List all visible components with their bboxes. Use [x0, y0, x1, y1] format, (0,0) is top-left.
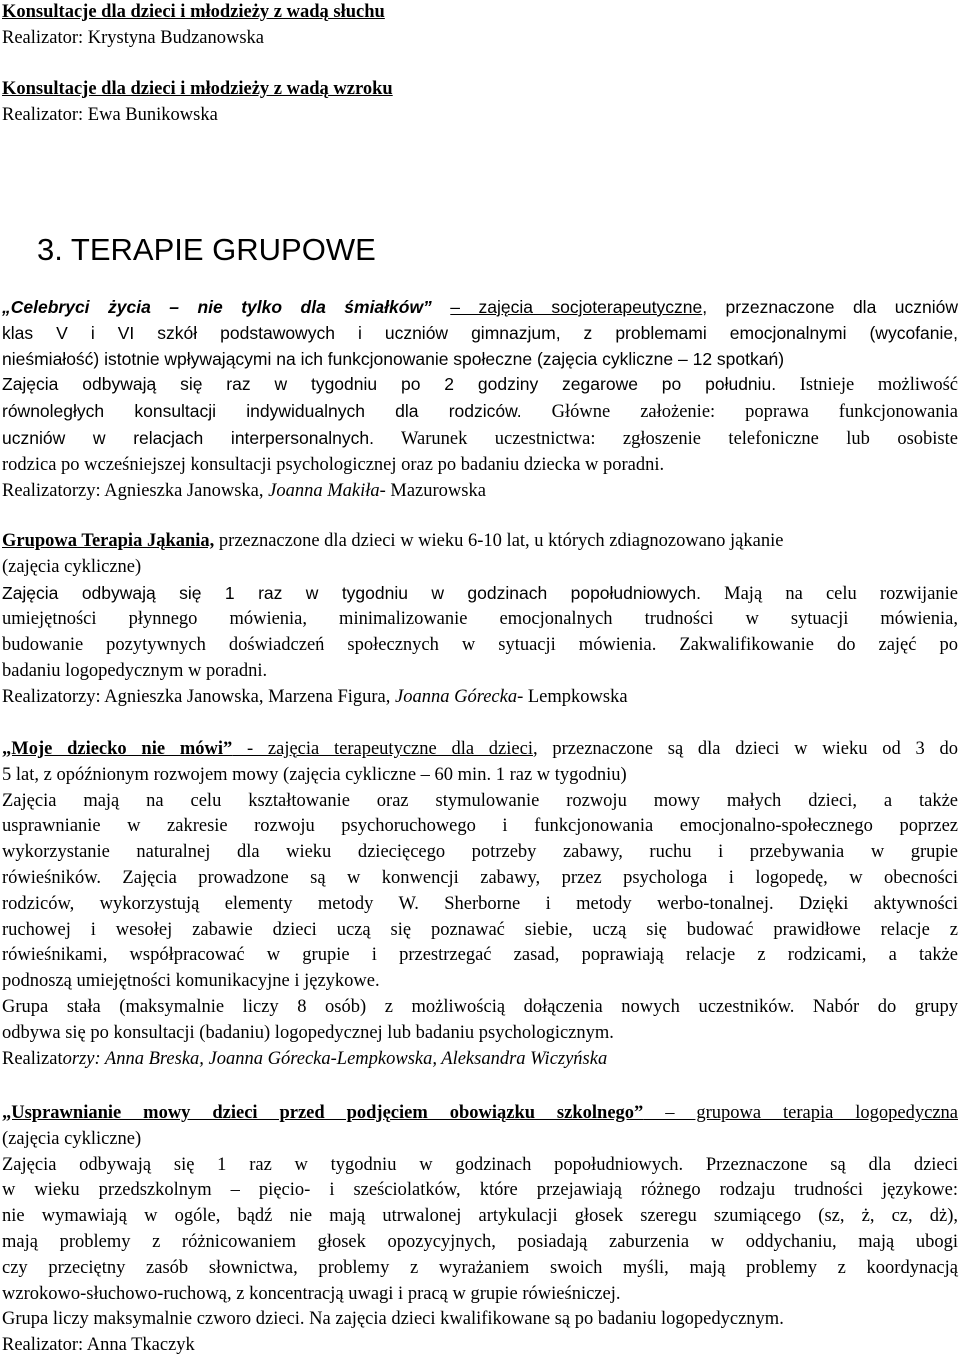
- realizatorzy-names: Realizat: [2, 1048, 63, 1069]
- jakanie-line: budowanie pozytywnych doświadczeń społecznych w sytuacji mówienia. Zakwalifikowanie do zajęć po: [2, 635, 958, 656]
- program-celebryci: [2, 295, 958, 504]
- celebryci-line: nieśmiałość) istotnie wpływającymi na ich funkcjonowanie społeczne (zajęcia cykliczne – 12 spotkań): [2, 348, 785, 369]
- celebryci-subtitle: – zajęcia socjoterapeutyczne: [450, 297, 703, 317]
- dziecko-line: rodziców, wykorzystują elementy metody W. Sherborne i metody werbo-tonalnej. Dzięki aktywności: [2, 893, 958, 914]
- jakanie-line: umiejętności płynnego mówienia, minimalizowanie emocjonalnych trudności w sytuacji mówienia,: [2, 609, 958, 630]
- realizatorzy-names: - Mazurowska: [379, 480, 486, 501]
- mowa-line: nie wymawiają w ogóle, bądź nie mają utrwalonej artykulacji głosek szeregu szumiącego (sz, ż, cz, dż),: [2, 1206, 958, 1227]
- dziecko-line: Grupa stała (maksymalnie liczy 8 osób) z możliwością dołączenia nowych uczestników. Nabór do grupy: [2, 996, 958, 1017]
- consultation-hearing-realizator: Realizator: Krystyna Budzanowska: [2, 27, 265, 48]
- dziecko-line: wykorzystanie naturalnej dla wieku dziecięcego potrzeby zabawy, ruchu i przebywania w grupie: [2, 842, 958, 863]
- dziecko-line: ruchowej i wesołej zabawie dzieci uczą się poznawać siebie, uczą się budować prawidłowe relacje z: [2, 919, 958, 940]
- realizatorzy-names: - Lempkowska: [517, 686, 628, 707]
- mowa-line: Zajęcia odbywają się 1 raz w tygodniu w godzinach popołudniowych. Przeznaczone są dla dzieci: [2, 1154, 958, 1175]
- dziecko-line: usprawnianie w zakresie rozwoju psychoruchowego i funkcjonowania emocjonalno-społecznego poprzez: [2, 816, 958, 837]
- realizatorzy-names: orzy: Anna Breska, Joanna Górecka-Lempkowska, Aleksandra Wiczyńska: [62, 1048, 608, 1069]
- jakanie-line: (zajęcia cykliczne): [2, 556, 142, 577]
- section-heading: 3. TERAPIE GRUPOWE: [37, 232, 376, 267]
- consultation-vision-realizator: Realizator: Ewa Bunikowska: [2, 104, 218, 125]
- program-jakanie: [2, 529, 958, 711]
- consultation-vision: [2, 77, 958, 129]
- celebryci-title: „Celebryci życia – nie tylko dla śmiałków”: [2, 297, 432, 317]
- realizatorzy-names: Realizatorzy: Agnieszka Janowska, Marzena Figura,: [2, 686, 391, 707]
- jakanie-line: badaniu logopedycznym w poradni.: [2, 660, 268, 681]
- celebryci-realizatorzy: [2, 479, 958, 505]
- mowa-line: mają problemy z różnicowaniem głosek opozycyjnych, posiadają zaburzenia w oddychaniu, mają ubogi: [2, 1231, 958, 1252]
- dziecko-line: podnoszą umiejętności komunikacyjne i językowe.: [2, 971, 380, 992]
- jakanie-line: przeznaczone dla dzieci w wieku 6-10 lat, u których zdiagnozowano jąkanie: [214, 531, 784, 551]
- dziecko-subtitle: - zajęcia terapeutyczne dla dzieci: [232, 739, 533, 759]
- consultation-hearing-title: Konsultacje dla dzieci i młodzieży z wadą słuchu: [2, 2, 385, 22]
- mowa-line: wzrokowo-słuchowo-ruchową, z koncentracją uwagi i pracą w grupie rówieśniczej.: [2, 1283, 621, 1304]
- dziecko-line: , przeznaczone są dla dzieci w wieku od 3 do: [532, 739, 959, 759]
- dziecko-line: rówieśnikami, współpracować w grupie i przestrzegać zasad, poprawiają relacje z rodzicami, a także: [2, 945, 958, 966]
- celebryci-line: , przeznaczone dla uczniów: [702, 297, 958, 317]
- dziecko-line: 5 lat, z opóźnionym rozwojem mowy (zajęcia cykliczne – 60 min. 1 raz w tygodniu): [2, 764, 627, 785]
- jakanie-title: Grupowa Terapia Jąkania,: [2, 531, 215, 551]
- jakanie-line: Zajęcia odbywają się 1 raz w tygodniu w godzinach popołudniowych.: [2, 582, 701, 603]
- celebryci-line: uczniów w relacjach interpersonalnych.: [2, 427, 374, 448]
- mowa-line: (zajęcia cykliczne): [2, 1128, 142, 1149]
- mowa-line: czy przeciętny zasób słownictwa, problemy z wyrażaniem swoich myśli, mają problemy z koordynacją: [2, 1257, 958, 1278]
- dziecko-line: odbywa się po konsultacji (badaniu) logopedycznej lub badaniu psychologicznym.: [2, 1022, 614, 1043]
- mowa-subtitle: – grupowa terapia logopedyczna: [643, 1103, 958, 1123]
- dziecko-line: Zajęcia mają na celu kształtowanie oraz stymulowanie rozwoju mowy małych dzieci, a także: [2, 790, 958, 811]
- celebryci-line: klas V i VI szkół podstawowych i uczniów gimnazjum, z problemami emocjonalnymi (wycofanie,: [2, 322, 958, 343]
- realizatorzy-names: Realizatorzy: Agnieszka Janowska,: [2, 480, 264, 501]
- mowa-title: „Usprawnianie mowy dzieci przed podjęciem obowiązku szkolnego”: [2, 1103, 644, 1123]
- program-dziecko: [2, 737, 958, 1072]
- realizatorzy-names: Joanna Makiła: [263, 480, 380, 501]
- consultation-vision-title: Konsultacje dla dzieci i młodzieży z wadą wzroku: [2, 79, 393, 99]
- celebryci-line: równoległych konsultacji indywidualnych dla rodziców.: [2, 401, 522, 422]
- celebryci-line: Główne założenie: poprawa funkcjonowania: [521, 402, 958, 423]
- program-mowa: [2, 1101, 958, 1359]
- consultation-hearing: [2, 0, 958, 52]
- mowa-line: w wieku przedszkolnym – pięcio- i sześciolatków, które przejawiają różnego rodzaju trudności językowe:: [2, 1180, 958, 1201]
- jakanie-line: Mają na celu rozwijanie: [700, 583, 959, 604]
- mowa-line: Grupa liczy maksymalnie czworo dzieci. Na zajęcia dzieci kwalifikowane są po badaniu logopedycznym.: [2, 1309, 784, 1330]
- dziecko-title: „Moje dziecko nie mówi”: [2, 739, 233, 759]
- jakanie-realizatorzy: [2, 685, 958, 711]
- celebryci-line: Zajęcia odbywają się raz w tygodniu po 2 godziny zegarowe po południu.: [2, 374, 777, 395]
- realizatorzy-names: Joanna Górecka: [390, 686, 518, 707]
- dziecko-realizatorzy: [2, 1047, 958, 1073]
- celebryci-line: Istnieje możliwość: [776, 375, 958, 396]
- mowa-realizator: Realizator: Anna Tkaczyk: [2, 1335, 195, 1356]
- celebryci-line: Warunek uczestnictwa: zgłoszenie telefoniczne lub osobiste: [373, 428, 958, 449]
- dziecko-line: rówieśników. Zajęcia prowadzone są w konwencji zabawy, przez psychologa i logopedę, w obecności: [2, 867, 958, 888]
- celebryci-line: rodzica po wcześniejszej konsultacji psychologicznej oraz po badaniu dziecka w poradni.: [2, 454, 665, 475]
